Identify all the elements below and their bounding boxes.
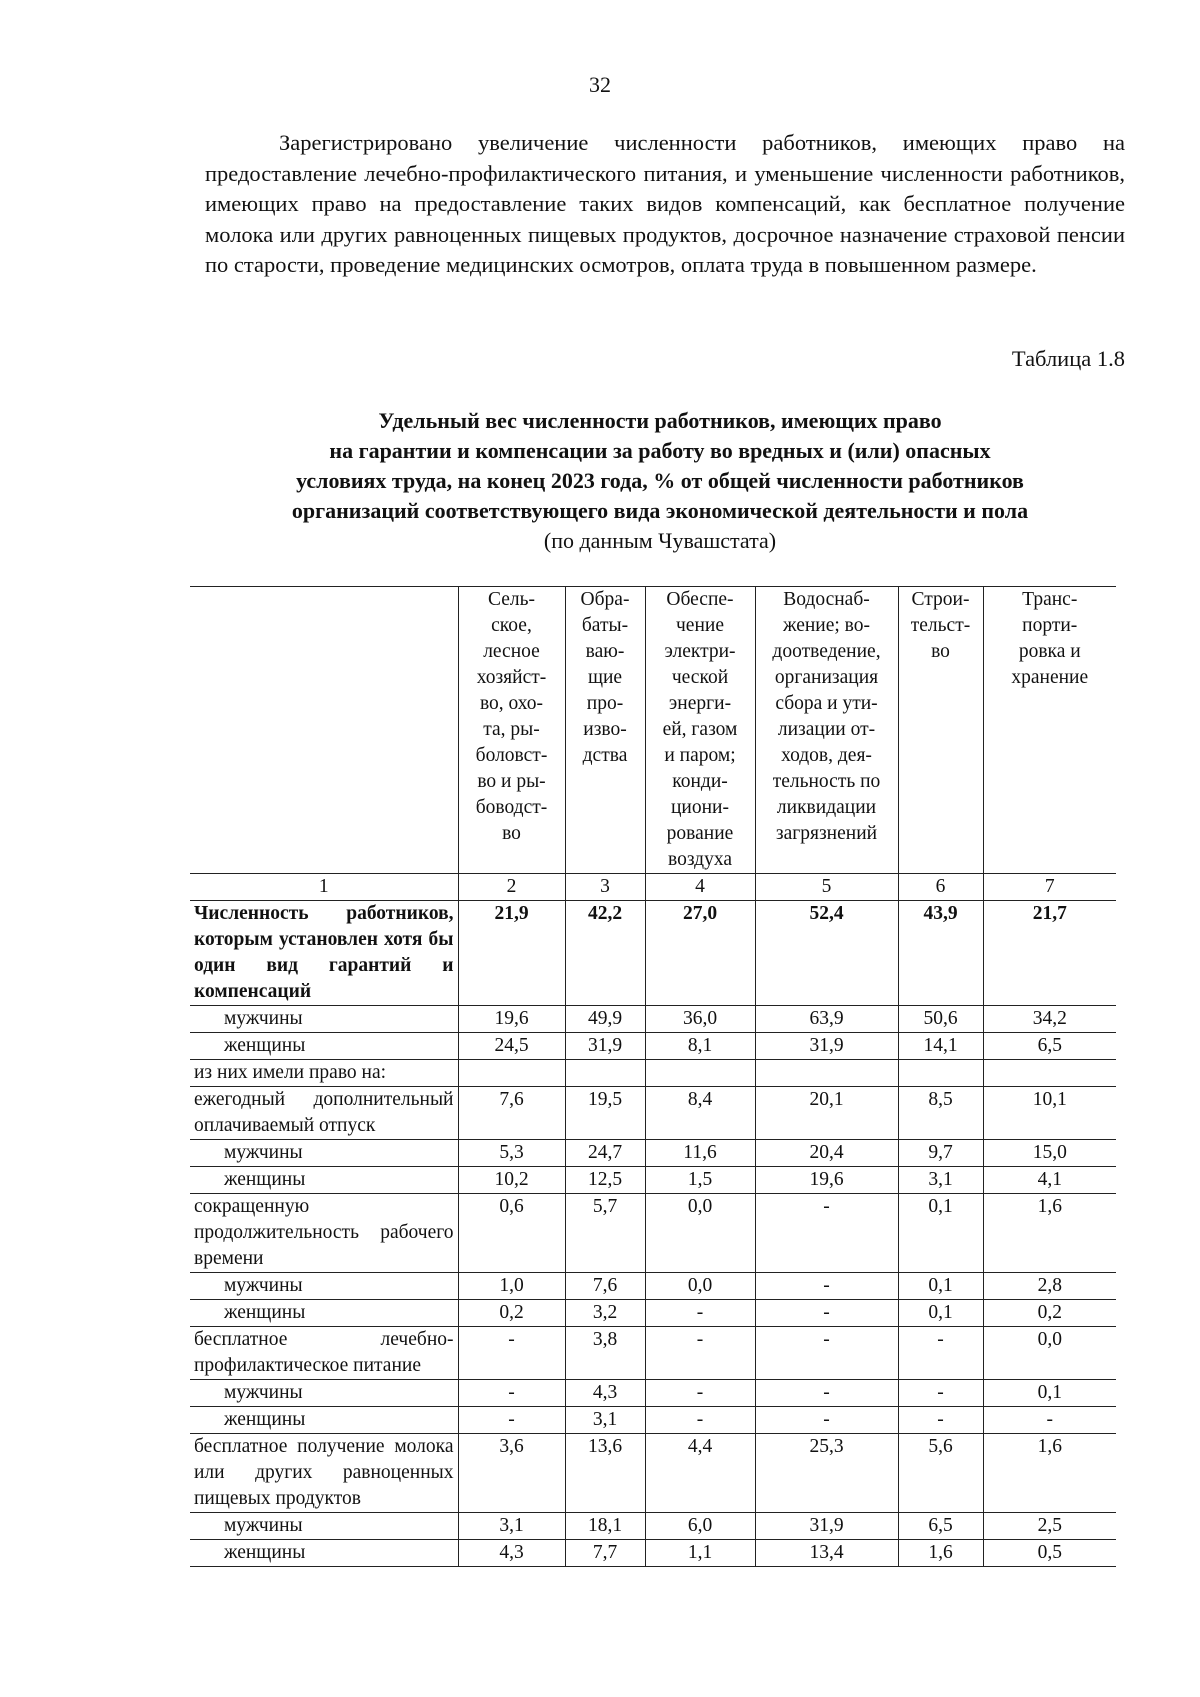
row-label: женщины <box>190 1300 458 1327</box>
row-label: мужчины <box>190 1380 458 1407</box>
value-cell: 0,5 <box>983 1540 1116 1567</box>
table-row <box>190 1434 1116 1513</box>
row-label: мужчины <box>190 1140 458 1167</box>
table-row <box>190 1540 1116 1567</box>
value-cell: - <box>898 1327 983 1380</box>
value-cell: 3,8 <box>565 1327 645 1380</box>
value-cell: 43,9 <box>898 901 983 1006</box>
table-title-line: условиях труда, на конец 2023 года, % от общей численности работников <box>296 468 1024 493</box>
value-cell: 36,0 <box>645 1006 755 1033</box>
column-number-cell: 7 <box>983 874 1116 901</box>
value-cell: 1,6 <box>898 1540 983 1567</box>
value-cell: 2,5 <box>983 1513 1116 1540</box>
value-cell: 7,7 <box>565 1540 645 1567</box>
value-cell: - <box>755 1327 898 1380</box>
value-cell: - <box>645 1300 755 1327</box>
value-cell: - <box>755 1194 898 1273</box>
table-row <box>190 1194 1116 1273</box>
table-row <box>190 1033 1116 1060</box>
value-cell: 0,0 <box>645 1273 755 1300</box>
value-cell: 3,6 <box>458 1434 565 1513</box>
value-cell: 4,3 <box>458 1540 565 1567</box>
row-label: женщины <box>190 1540 458 1567</box>
value-cell: 52,4 <box>755 901 898 1006</box>
header-cell-column-6: Строи- тельст- во <box>898 587 983 874</box>
header-cell-column-2: Сель- ское, лесное хозяйст- во, охо- та, ры- боловст- во и ры- боводст- во <box>458 587 565 874</box>
value-cell: 9,7 <box>898 1140 983 1167</box>
column-number-cell: 6 <box>898 874 983 901</box>
table-row <box>190 1087 1116 1140</box>
table-row <box>190 1006 1116 1033</box>
row-label: мужчины <box>190 1273 458 1300</box>
value-cell: 13,4 <box>755 1540 898 1567</box>
value-cell: - <box>755 1380 898 1407</box>
row-label: мужчины <box>190 1006 458 1033</box>
table-row <box>190 1273 1116 1300</box>
value-cell: - <box>645 1407 755 1434</box>
column-number-cell: 2 <box>458 874 565 901</box>
value-cell: 31,9 <box>565 1033 645 1060</box>
table-title <box>160 406 1160 526</box>
data-table <box>190 586 1116 1567</box>
value-cell: 50,6 <box>898 1006 983 1033</box>
value-cell <box>755 1060 898 1087</box>
column-number-cell: 1 <box>190 874 458 901</box>
value-cell: 20,4 <box>755 1140 898 1167</box>
value-cell: 0,6 <box>458 1194 565 1273</box>
value-cell: 7,6 <box>458 1087 565 1140</box>
value-cell: 0,0 <box>983 1327 1116 1380</box>
value-cell: 63,9 <box>755 1006 898 1033</box>
column-number-cell: 3 <box>565 874 645 901</box>
value-cell: - <box>645 1380 755 1407</box>
table-header-row <box>190 587 1116 874</box>
value-cell: 5,6 <box>898 1434 983 1513</box>
value-cell: 3,1 <box>898 1167 983 1194</box>
value-cell <box>565 1060 645 1087</box>
value-cell: - <box>458 1380 565 1407</box>
value-cell: 3,1 <box>458 1513 565 1540</box>
value-cell: 7,6 <box>565 1273 645 1300</box>
header-cell-indicator <box>190 587 458 874</box>
value-cell: - <box>898 1380 983 1407</box>
row-label: мужчины <box>190 1513 458 1540</box>
value-cell: 18,1 <box>565 1513 645 1540</box>
value-cell: 42,2 <box>565 901 645 1006</box>
value-cell: 20,1 <box>755 1087 898 1140</box>
value-cell: 1,5 <box>645 1167 755 1194</box>
value-cell: 27,0 <box>645 901 755 1006</box>
header-cell-column-5: Водоснаб- жение; во- доотведение, организация сбора и ути- лизации от- ходов, дея- тельность по ликвидации загрязнений <box>755 587 898 874</box>
value-cell: 10,1 <box>983 1087 1116 1140</box>
table-title-line: организаций соответствующего вида экономической деятельности и пола <box>291 498 1029 523</box>
value-cell: - <box>898 1407 983 1434</box>
value-cell: 1,1 <box>645 1540 755 1567</box>
value-cell: 14,1 <box>898 1033 983 1060</box>
table-row <box>190 1407 1116 1434</box>
value-cell: 4,1 <box>983 1167 1116 1194</box>
value-cell: 1,6 <box>983 1434 1116 1513</box>
value-cell: 3,2 <box>565 1300 645 1327</box>
value-cell: - <box>755 1300 898 1327</box>
value-cell: 19,5 <box>565 1087 645 1140</box>
value-cell: - <box>458 1407 565 1434</box>
table-number: Таблица 1.8 <box>1011 346 1125 371</box>
table-source: (по данным Чувашстата) <box>543 528 777 553</box>
value-cell: 15,0 <box>983 1140 1116 1167</box>
value-cell: 0,1 <box>898 1273 983 1300</box>
value-cell: 3,1 <box>565 1407 645 1434</box>
value-cell: 25,3 <box>755 1434 898 1513</box>
value-cell: 19,6 <box>458 1006 565 1033</box>
value-cell: 6,0 <box>645 1513 755 1540</box>
table-body <box>190 901 1116 1567</box>
column-number-cell: 5 <box>755 874 898 901</box>
value-cell: 1,0 <box>458 1273 565 1300</box>
value-cell: - <box>458 1327 565 1380</box>
table-row <box>190 1140 1116 1167</box>
page-number: 32 <box>589 72 611 97</box>
value-cell: 0,1 <box>898 1194 983 1273</box>
value-cell: 0,0 <box>645 1194 755 1273</box>
row-label: женщины <box>190 1167 458 1194</box>
value-cell: 0,2 <box>458 1300 565 1327</box>
table-row <box>190 1380 1116 1407</box>
value-cell: 4,3 <box>565 1380 645 1407</box>
row-label: бесплатное лечебно-профилактическое питание <box>190 1327 458 1380</box>
value-cell: - <box>755 1407 898 1434</box>
value-cell: 21,9 <box>458 901 565 1006</box>
value-cell: 12,5 <box>565 1167 645 1194</box>
value-cell <box>983 1060 1116 1087</box>
value-cell: - <box>983 1407 1116 1434</box>
row-label: из них имели право на: <box>190 1060 458 1087</box>
value-cell: 0,2 <box>983 1300 1116 1327</box>
table-title-line: Удельный вес численности работников, имеющих право <box>378 408 942 433</box>
value-cell: 21,7 <box>983 901 1116 1006</box>
row-label: сокращенную продолжительность рабочего времени <box>190 1194 458 1273</box>
value-cell: - <box>645 1327 755 1380</box>
table-row <box>190 1167 1116 1194</box>
value-cell: 34,2 <box>983 1006 1116 1033</box>
table-row <box>190 1513 1116 1540</box>
row-label: женщины <box>190 1033 458 1060</box>
value-cell: 6,5 <box>983 1033 1116 1060</box>
value-cell: - <box>755 1273 898 1300</box>
value-cell: 6,5 <box>898 1513 983 1540</box>
value-cell: 24,7 <box>565 1140 645 1167</box>
header-cell-column-7: Транс- порти- ровка и хранение <box>983 587 1116 874</box>
value-cell: 2,8 <box>983 1273 1116 1300</box>
value-cell: 4,4 <box>645 1434 755 1513</box>
value-cell <box>645 1060 755 1087</box>
column-number-row <box>190 874 1116 901</box>
value-cell: 0,1 <box>898 1300 983 1327</box>
column-number-cell: 4 <box>645 874 755 901</box>
table-row <box>190 1327 1116 1380</box>
value-cell: 11,6 <box>645 1140 755 1167</box>
header-cell-column-3: Обра- баты- ваю- щие про- изво- дства <box>565 587 645 874</box>
value-cell: 5,7 <box>565 1194 645 1273</box>
row-label: женщины <box>190 1407 458 1434</box>
intro-paragraph: Зарегистрировано увеличение численности работников, имеющих право на предоставление лечебно-профилактического питания, и уменьшение численности работников, имеющих право на предоставление таких видов компенсаций, как бесплатное получение молока или других равноценных пищевых продуктов, досрочное назначение страховой пенсии по старости, проведение медицинских осмотров, оплата труда в повышенном размере. <box>205 130 1125 277</box>
value-cell: 8,5 <box>898 1087 983 1140</box>
row-label: бесплатное получение молока или других равноценных пищевых продуктов <box>190 1434 458 1513</box>
value-cell: 19,6 <box>755 1167 898 1194</box>
value-cell: 8,4 <box>645 1087 755 1140</box>
value-cell <box>458 1060 565 1087</box>
value-cell: 1,6 <box>983 1194 1116 1273</box>
value-cell: 10,2 <box>458 1167 565 1194</box>
row-label: Численность работников, которым установлен хотя бы один вид гарантий и компенсаций <box>190 901 458 1006</box>
header-cell-column-4: Обеспе- чение электри- ческой энерги- ей, газом и паром; конди- циони- рование воздуха <box>645 587 755 874</box>
table-row <box>190 1300 1116 1327</box>
value-cell: 49,9 <box>565 1006 645 1033</box>
value-cell: 0,1 <box>983 1380 1116 1407</box>
value-cell: 24,5 <box>458 1033 565 1060</box>
row-label: ежегодный дополнительный оплачиваемый отпуск <box>190 1087 458 1140</box>
value-cell: 8,1 <box>645 1033 755 1060</box>
table-row <box>190 1060 1116 1087</box>
table-title-line: на гарантии и компенсации за работу во вредных и (или) опасных <box>329 438 991 463</box>
value-cell: 13,6 <box>565 1434 645 1513</box>
value-cell: 5,3 <box>458 1140 565 1167</box>
value-cell: 31,9 <box>755 1033 898 1060</box>
table-row <box>190 901 1116 1006</box>
value-cell <box>898 1060 983 1087</box>
value-cell: 31,9 <box>755 1513 898 1540</box>
